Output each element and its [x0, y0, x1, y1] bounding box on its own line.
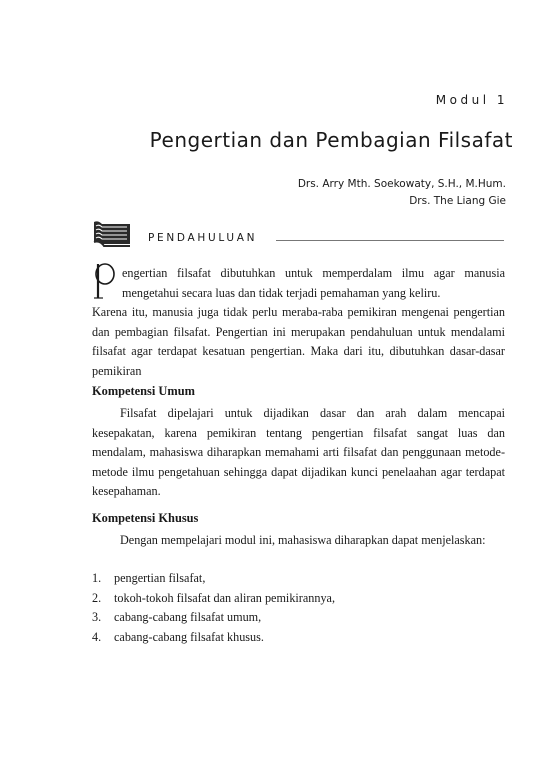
module-label: Modul 1: [435, 93, 508, 107]
intro-line-2: mengetahui secara luas dan tidak terjadi pemahaman yang keliru.: [122, 285, 441, 300]
list-item: 2. tokoh-tokoh filsafat dan aliran pemikirannya,: [92, 590, 335, 605]
section-label-pendahuluan: PENDAHULUAN: [148, 232, 258, 244]
competency-list: [92, 569, 505, 647]
list-item: 1. pengertian filsafat,: [92, 571, 206, 585]
author-1: Drs. Arry Mth. Soekowaty, S.H., M.Hum.: [297, 178, 506, 190]
intro-line-1: engertian filsafat dibutuhkan untuk memperdalam ilmu agar manusia: [122, 266, 505, 280]
authors: [250, 176, 506, 210]
heading-kompetensi-khusus: Kompetensi Khusus: [92, 511, 199, 525]
heading-kompetensi-umum: Kompetensi Umum: [92, 384, 195, 398]
list-item: 3. cabang-cabang filsafat umum,: [92, 610, 262, 625]
intro-rest: Karena itu, manusia juga tidak perlu meraba-raba pemikiran mengenai pengertian dan pembagian filsafat. Pengertian ini merupakan pendahuluan untuk mendalami filsafat agar terdapat kesatuan pengertian. Maka dari itu, dibutuhkan dasar-dasar pemikiran: [92, 305, 505, 378]
open-book-icon: [92, 218, 132, 252]
page-title: Pengertian dan Pembagian Filsafat: [149, 128, 513, 152]
drop-cap-letter: P: [92, 262, 93, 263]
kompetensi-khusus-text: Dengan mempelajari modul ini, mahasiswa diharapkan dapat menjelaskan:: [120, 533, 486, 547]
list-item: 4. cabang-cabang filsafat khusus.: [92, 629, 264, 644]
section-rule: [276, 240, 504, 241]
author-2: Drs. The Liang Gie: [409, 195, 506, 207]
kompetensi-umum-text: Filsafat dipelajari untuk dijadikan dasar dan arah dalam mencapai kesepakatan, karena pemikiran tentang pengertian filsafat sangat luas dan mendalam, mahasiswa diharapkan memahami arti filsafat dan penggunaan metode-metode ilmu pengetahuan sehingga dapat dijadikan kunci penelaahan agar terdapat kesepahaman.: [92, 406, 505, 499]
intro-paragraph: [92, 264, 505, 382]
